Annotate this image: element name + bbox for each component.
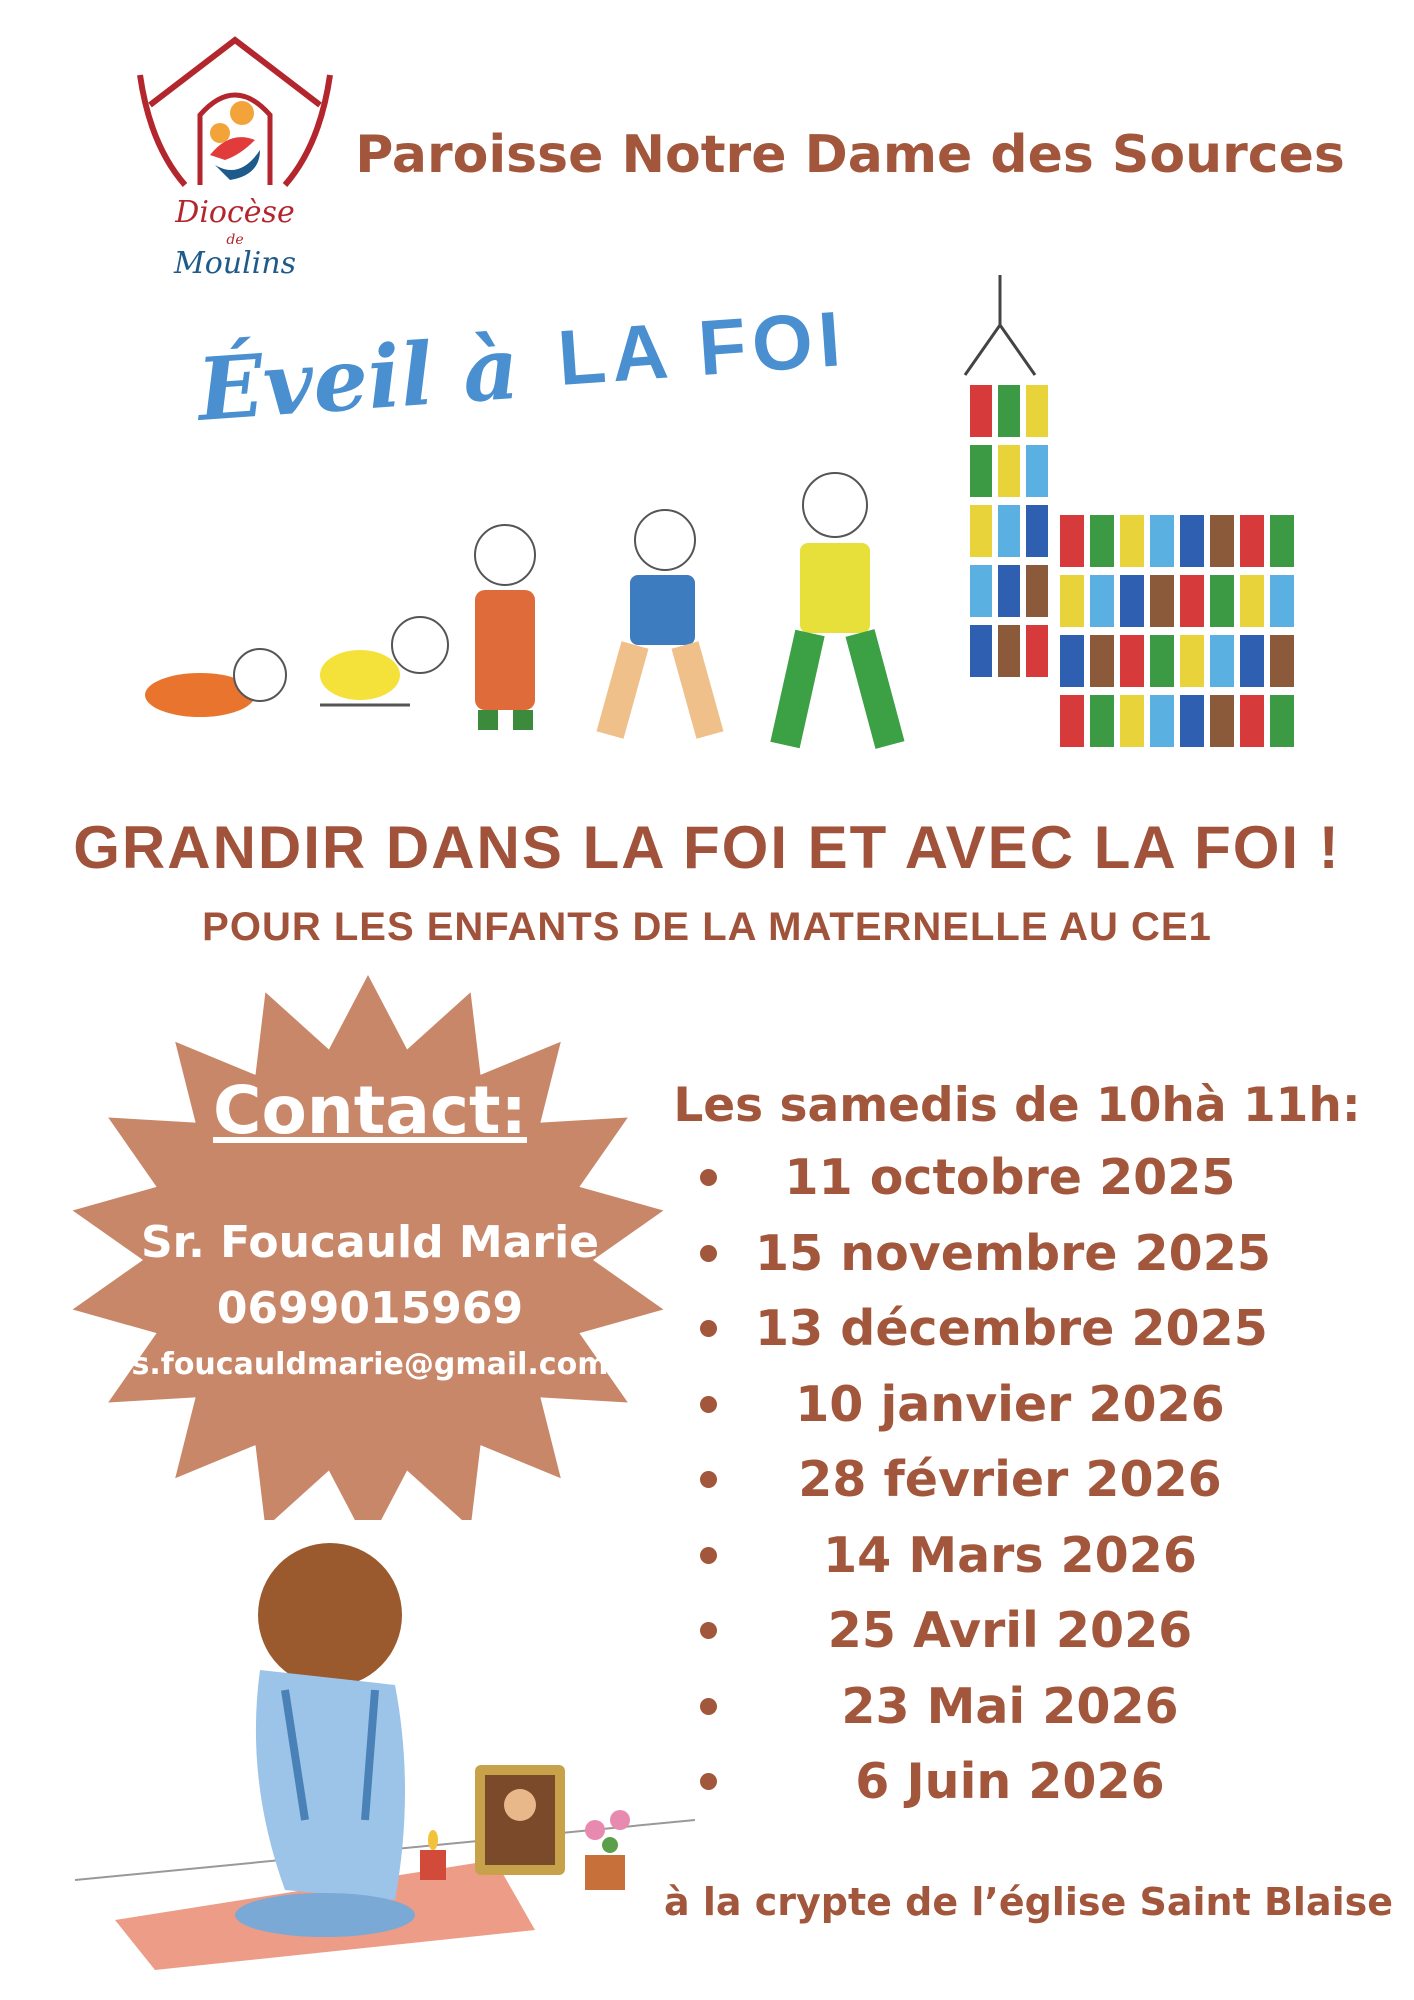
child-figure-block bbox=[1026, 625, 1048, 677]
list-item bbox=[700, 1744, 1400, 1820]
child-figure-block bbox=[1090, 575, 1114, 627]
toddler-figure bbox=[320, 617, 448, 705]
child-figure-block bbox=[998, 505, 1020, 557]
child-figure-block bbox=[1210, 515, 1234, 567]
child-figure-block bbox=[1120, 695, 1144, 747]
bullet-icon bbox=[700, 1245, 717, 1262]
child-figure-block bbox=[970, 565, 992, 617]
schedule-title: Les samedis de 10hà 11h: bbox=[673, 1078, 1361, 1133]
list-item bbox=[700, 1442, 1400, 1518]
child-figure-block bbox=[1270, 575, 1294, 627]
child-figure-block bbox=[1026, 445, 1048, 497]
child-figure-block bbox=[998, 385, 1020, 437]
parish-title: Paroisse Notre Dame des Sources bbox=[355, 125, 1345, 185]
bullet-icon bbox=[700, 1471, 717, 1488]
list-item bbox=[700, 1518, 1400, 1594]
list-item bbox=[700, 1669, 1400, 1745]
list-item bbox=[700, 1216, 1400, 1292]
child-figure-block bbox=[1120, 575, 1144, 627]
date-text: 13 décembre 2025 bbox=[755, 1300, 1268, 1357]
date-text: 23 Mai 2026 bbox=[841, 1677, 1179, 1735]
bullet-icon bbox=[700, 1622, 717, 1639]
list-item bbox=[700, 1593, 1400, 1669]
child-figure-block bbox=[1210, 635, 1234, 687]
child-figure-block bbox=[1026, 385, 1048, 437]
bullet-icon bbox=[700, 1169, 717, 1186]
child-figure-block bbox=[1060, 695, 1084, 747]
baby-figure bbox=[145, 649, 286, 717]
date-text: 25 Avril 2026 bbox=[827, 1602, 1193, 1659]
headline: GRANDIR DANS LA FOI ET AVEC LA FOI ! bbox=[73, 814, 1341, 881]
eveil-a-la-foi-illustration bbox=[120, 235, 1320, 765]
child-figure-block bbox=[1120, 635, 1144, 687]
subheadline: POUR LES ENFANTS DE LA MATERNELLE AU CE1 bbox=[202, 905, 1212, 949]
list-item bbox=[700, 1140, 1400, 1216]
child-figure-block bbox=[1026, 565, 1048, 617]
logo-text-de: de bbox=[226, 232, 244, 248]
bullet-icon bbox=[700, 1320, 717, 1337]
contact-title: Contact: bbox=[213, 1072, 527, 1149]
child-figure-block bbox=[1026, 505, 1048, 557]
banner-title-caps: LA FOI bbox=[555, 294, 850, 402]
contact-email[interactable]: s.foucauldmarie@gmail.com bbox=[131, 1347, 609, 1382]
child-figure-block bbox=[1270, 635, 1294, 687]
child-figure-block bbox=[1180, 515, 1204, 567]
praying-child-illustration bbox=[75, 1520, 695, 1970]
date-text: 15 novembre 2025 bbox=[755, 1224, 1271, 1282]
child-figure-block bbox=[1180, 575, 1204, 627]
list-item bbox=[700, 1367, 1400, 1443]
child-figure-block bbox=[1210, 695, 1234, 747]
child-figure-block bbox=[1150, 575, 1174, 627]
child-figure-block bbox=[1150, 635, 1174, 687]
child-figure-block bbox=[970, 625, 992, 677]
bullet-icon bbox=[700, 1773, 717, 1790]
child-figure-block bbox=[1180, 635, 1204, 687]
child-figure-block bbox=[1210, 575, 1234, 627]
child-figure-block bbox=[1270, 695, 1294, 747]
child-figure-block bbox=[970, 385, 992, 437]
child-figure-block bbox=[1240, 515, 1264, 567]
contact-name: Sr. Foucauld Marie bbox=[140, 1217, 600, 1268]
child-figure-block bbox=[1090, 695, 1114, 747]
child-figure-block bbox=[1060, 575, 1084, 627]
logo-text-moulins: Moulins bbox=[173, 246, 296, 281]
date-text: 11 octobre 2025 bbox=[784, 1149, 1236, 1206]
list-item bbox=[700, 1291, 1400, 1367]
child-figure-block bbox=[970, 445, 992, 497]
date-text: 14 Mars 2026 bbox=[823, 1526, 1197, 1584]
child-figure-block bbox=[1060, 635, 1084, 687]
child-figure-block bbox=[1240, 635, 1264, 687]
child-figure-block bbox=[1180, 695, 1204, 747]
boy-yellow-shirt-figure bbox=[785, 473, 890, 745]
location-text: à la crypte de l’église Saint Blaise bbox=[664, 1880, 1394, 1924]
date-text: 10 janvier 2026 bbox=[795, 1375, 1225, 1433]
child-overalls-figure bbox=[475, 525, 535, 730]
banner-title-script: Éveil à bbox=[194, 317, 522, 441]
child-figure-block bbox=[1240, 695, 1264, 747]
child-figure-block bbox=[998, 565, 1020, 617]
child-figure-block bbox=[998, 625, 1020, 677]
child-figure-block bbox=[1240, 575, 1264, 627]
child-figure-block bbox=[1150, 695, 1174, 747]
bullet-icon bbox=[700, 1547, 717, 1564]
child-figure-block bbox=[1270, 515, 1294, 567]
child-figure-block bbox=[1090, 515, 1114, 567]
child-figure-block bbox=[970, 505, 992, 557]
logo-text-diocese: Diocèse bbox=[175, 195, 295, 230]
child-figure-block bbox=[1150, 515, 1174, 567]
bullet-icon bbox=[700, 1698, 717, 1715]
contact-phone[interactable]: 0699015969 bbox=[216, 1283, 524, 1334]
boy-blue-shirt-figure bbox=[610, 510, 710, 735]
date-text: 28 février 2026 bbox=[798, 1451, 1222, 1508]
child-figure-block bbox=[1120, 515, 1144, 567]
bullet-icon bbox=[700, 1396, 717, 1413]
child-figure-block bbox=[1090, 635, 1114, 687]
child-figure-block bbox=[1060, 515, 1084, 567]
date-text: 6 Juin 2026 bbox=[855, 1753, 1165, 1810]
date-list bbox=[700, 1140, 1400, 1820]
church-of-children bbox=[965, 275, 1294, 747]
child-figure-block bbox=[998, 445, 1020, 497]
